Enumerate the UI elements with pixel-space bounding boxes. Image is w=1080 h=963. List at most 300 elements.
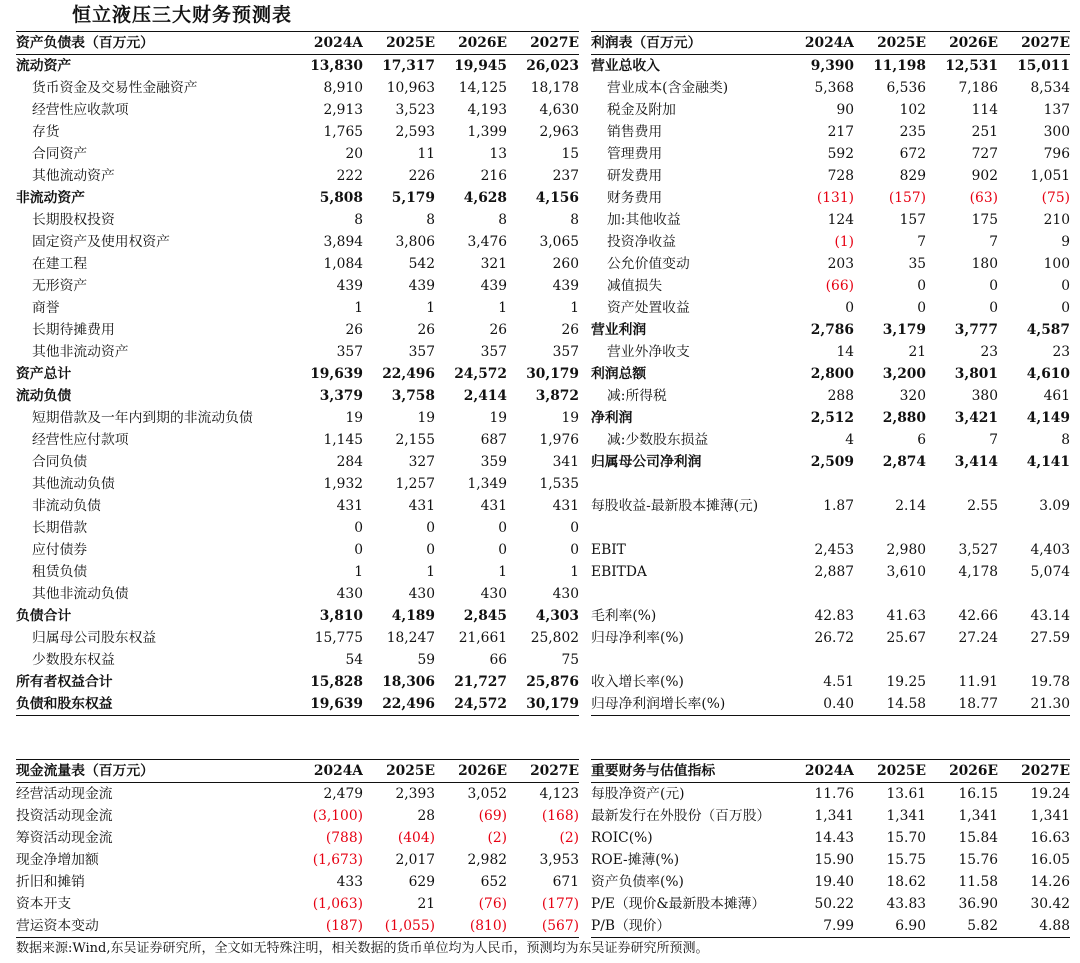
row-value: 3.09 [1039, 498, 1070, 514]
row-value: (75) [1041, 190, 1070, 206]
row-value: 284 [336, 454, 363, 470]
row-value: 1,051 [1030, 168, 1070, 184]
row-value [998, 473, 1070, 495]
table-row [591, 99, 1070, 121]
row-value: 23 [1052, 344, 1070, 360]
row-label: 非流动负债 [32, 498, 101, 514]
row-label: 营业利润 [591, 322, 647, 338]
row-value: 359 [480, 454, 507, 470]
row-value: 2.14 [895, 498, 926, 514]
table-row [16, 121, 579, 143]
table-row [591, 407, 1070, 429]
row-value: 260 [552, 256, 579, 272]
year-column-header: 2026E [926, 32, 998, 55]
row-value: 1 [570, 300, 579, 316]
cash-flow-table [16, 759, 579, 938]
row-label: 折旧和摊销 [16, 874, 85, 890]
row-value: 1,341 [1030, 808, 1070, 824]
row-label: 营运资本变动 [16, 915, 291, 938]
row-value: 2,593 [395, 124, 435, 140]
row-label: 每股净资产(元) [591, 786, 685, 802]
row-value: 0 [917, 278, 926, 294]
row-value: 175 [971, 212, 998, 228]
row-value: 25,876 [526, 674, 579, 690]
table-row [16, 495, 579, 517]
table-header-title: 重要财务与估值指标 [591, 760, 782, 783]
table-row [591, 893, 1070, 915]
row-value: (2) [559, 830, 579, 846]
row-label: 短期借款及一年内到期的非流动负债 [32, 410, 253, 426]
table-row [591, 385, 1070, 407]
row-value: 26,023 [526, 58, 579, 74]
row-value: 3,894 [323, 234, 363, 250]
row-label: 销售费用 [607, 124, 663, 140]
row-value: 43.14 [1030, 608, 1070, 624]
row-value: 4,178 [958, 564, 998, 580]
row-value: 235 [899, 124, 926, 140]
table-row [591, 473, 1070, 495]
table-row [591, 231, 1070, 253]
row-value: (157) [888, 190, 926, 206]
table-row [591, 649, 1070, 671]
row-value: 21.30 [998, 693, 1070, 716]
table-row [16, 275, 579, 297]
row-value: 42.83 [814, 608, 854, 624]
row-value: 357 [408, 344, 435, 360]
year-column-header: 2025E [363, 760, 435, 783]
row-value: 26.72 [814, 630, 854, 646]
row-value: 15.90 [814, 852, 854, 868]
row-value: 3,953 [539, 852, 579, 868]
row-value: 19 [489, 410, 507, 426]
row-value: 829 [899, 168, 926, 184]
table-row [591, 209, 1070, 231]
row-label: 归母净利率(%) [591, 630, 684, 646]
row-value: 210 [1043, 212, 1070, 228]
row-value: 54 [345, 652, 363, 668]
row-label: 税金及附加 [607, 102, 676, 118]
row-value: 35 [908, 256, 926, 272]
row-value: 19.25 [886, 674, 926, 690]
row-value: 14.26 [1030, 874, 1070, 890]
row-value [782, 649, 854, 671]
row-value: 14 [836, 344, 854, 360]
row-value: 2,874 [882, 454, 926, 470]
row-value: (3,100) [312, 808, 363, 824]
row-value: 439 [336, 278, 363, 294]
row-value: 90 [836, 102, 854, 118]
row-value: 15 [561, 146, 579, 162]
row-label: 经营性应付款项 [32, 432, 129, 448]
row-label: 资产处置收益 [607, 300, 690, 316]
row-label: 净利润 [591, 410, 633, 426]
table-row [16, 693, 579, 716]
row-value: 8,910 [323, 80, 363, 96]
row-value: 24,572 [435, 693, 507, 716]
row-value [926, 649, 998, 671]
row-label: 管理费用 [607, 146, 663, 162]
table-row [591, 583, 1070, 605]
row-value: (76) [478, 896, 507, 912]
table-row [591, 915, 1070, 938]
row-value: 13 [489, 146, 507, 162]
row-label: ROIC(%) [591, 830, 653, 846]
table-row [16, 363, 579, 385]
row-value: 3,806 [395, 234, 435, 250]
row-value [782, 583, 854, 605]
row-value: 3,527 [958, 542, 998, 558]
row-value: 1 [498, 564, 507, 580]
row-value: 2,414 [463, 388, 507, 404]
row-value: 30.42 [1030, 896, 1070, 912]
row-value: 59 [417, 652, 435, 668]
row-value: 3,801 [954, 366, 998, 382]
table-row [16, 385, 579, 407]
row-value: 4,189 [391, 608, 435, 624]
row-value: 4,628 [463, 190, 507, 206]
row-label: 其他流动负债 [32, 476, 115, 492]
row-value: 0.40 [782, 693, 854, 716]
row-value: (404) [397, 830, 435, 846]
row-value: 14,125 [458, 80, 507, 96]
row-value: 2,982 [467, 852, 507, 868]
row-label: 负债合计 [16, 608, 72, 624]
row-label: 负债和股东权益 [16, 693, 291, 716]
row-label: 无形资产 [32, 278, 88, 294]
row-label: 经营性应收款项 [32, 102, 129, 118]
table-row [591, 827, 1070, 849]
row-value: 3,758 [391, 388, 435, 404]
row-value: 19 [345, 410, 363, 426]
row-value: 2,845 [463, 608, 507, 624]
table-row [591, 561, 1070, 583]
row-value: 137 [1043, 102, 1070, 118]
row-value [998, 583, 1070, 605]
row-value: 1 [354, 300, 363, 316]
row-value: 1 [354, 564, 363, 580]
row-value: 4 [845, 432, 854, 448]
table-row [16, 231, 579, 253]
row-value: 430 [408, 586, 435, 602]
row-label: 合同负债 [32, 454, 88, 470]
row-value: 431 [480, 498, 507, 514]
row-value: 3,200 [882, 366, 926, 382]
row-value: 19 [561, 410, 579, 426]
row-value: 26 [561, 322, 579, 338]
row-value: 15,011 [1017, 58, 1070, 74]
row-value: 21 [908, 344, 926, 360]
row-label: 加:其他收益 [607, 212, 681, 228]
row-value: 0 [354, 520, 363, 536]
row-label: 少数股东权益 [32, 652, 115, 668]
row-value: 7 [917, 234, 926, 250]
row-value: 4,303 [535, 608, 579, 624]
year-column-header: 2024A [291, 32, 363, 55]
row-value: (1,673) [312, 852, 363, 868]
year-column-header: 2025E [854, 760, 926, 783]
row-value: 327 [408, 454, 435, 470]
row-label: P/E（现价&最新股本摊薄） [591, 896, 766, 912]
row-value: 902 [971, 168, 998, 184]
row-value: 2.55 [967, 498, 998, 514]
row-value: 0 [989, 300, 998, 316]
row-label: 利润总额 [591, 366, 647, 382]
row-value: 2,017 [395, 852, 435, 868]
row-value: 0 [570, 542, 579, 558]
row-value: 320 [899, 388, 926, 404]
table-row [591, 319, 1070, 341]
row-value: 4,149 [1026, 410, 1070, 426]
row-value: 4.88 [998, 915, 1070, 938]
row-value: 3,523 [395, 102, 435, 118]
balance-sheet-table [16, 31, 579, 716]
year-column-header: 2024A [291, 760, 363, 783]
row-label: 公允价值变动 [607, 256, 690, 272]
row-value: 380 [971, 388, 998, 404]
year-column-header: 2024A [782, 760, 854, 783]
row-value: 431 [408, 498, 435, 514]
row-value [926, 473, 998, 495]
row-value: 1,257 [395, 476, 435, 492]
row-value: 15,828 [310, 674, 363, 690]
row-value: 19.40 [814, 874, 854, 890]
table-row [16, 451, 579, 473]
table-row [16, 915, 579, 938]
row-value: 0 [1061, 278, 1070, 294]
row-label: 存货 [32, 124, 60, 140]
row-value: 114 [971, 102, 998, 118]
row-value: 4,156 [535, 190, 579, 206]
row-value: 2,155 [395, 432, 435, 448]
row-label: 研发费用 [607, 168, 663, 184]
row-label: ROE-摊薄(%) [591, 852, 680, 868]
year-column-header: 2027E [507, 760, 579, 783]
table-header-title: 利润表（百万元） [591, 32, 782, 55]
row-value: 66 [489, 652, 507, 668]
row-value: 439 [408, 278, 435, 294]
table-row [591, 429, 1070, 451]
table-row [591, 55, 1070, 78]
row-value: 124 [827, 212, 854, 228]
row-value: 1,341 [814, 808, 854, 824]
row-value: 4,141 [1026, 454, 1070, 470]
row-value: (66) [825, 278, 854, 294]
row-value: 180 [971, 256, 998, 272]
row-value: 21,727 [454, 674, 507, 690]
table-header-title: 现金流量表（百万元） [16, 760, 291, 783]
row-value [926, 517, 998, 539]
row-label: 减值损失 [607, 278, 663, 294]
row-value: 4,123 [539, 786, 579, 802]
table-row [16, 561, 579, 583]
table-row [591, 693, 1070, 716]
row-value: 11 [417, 146, 435, 162]
row-value: 357 [336, 344, 363, 360]
row-value: 542 [408, 256, 435, 272]
row-value: 15.75 [886, 852, 926, 868]
table-row [591, 539, 1070, 561]
row-value [998, 517, 1070, 539]
row-value: 226 [408, 168, 435, 184]
row-value: 36.90 [958, 896, 998, 912]
row-value: 26 [417, 322, 435, 338]
table-row [16, 297, 579, 319]
row-value: 4,610 [1026, 366, 1070, 382]
table-row [16, 165, 579, 187]
row-label: 营业成本(含金融类) [607, 80, 729, 96]
row-value: 3,476 [467, 234, 507, 250]
row-value: 5,074 [1030, 564, 1070, 580]
row-value [782, 517, 854, 539]
row-value: 8,534 [1030, 80, 1070, 96]
row-label: 最新发行在外股份（百万股） [591, 808, 771, 824]
row-value: (187) [291, 915, 363, 938]
row-value [926, 583, 998, 605]
table-row [16, 517, 579, 539]
row-label: 营业总收入 [591, 58, 660, 74]
row-label: 资产负债率(%) [591, 874, 684, 890]
row-label: EBIT [591, 542, 626, 558]
row-value: 592 [827, 146, 854, 162]
year-column-header: 2027E [998, 760, 1070, 783]
row-value: (177) [541, 896, 579, 912]
row-label: 收入增长率(%) [591, 674, 684, 690]
row-value: 22,496 [382, 366, 435, 382]
row-value: 439 [552, 278, 579, 294]
row-value: 1,765 [323, 124, 363, 140]
table-row [16, 671, 579, 693]
row-value: 15.70 [886, 830, 926, 846]
row-label [591, 583, 782, 605]
row-value [998, 649, 1070, 671]
table-row [16, 893, 579, 915]
row-value: 21 [417, 896, 435, 912]
table-row [591, 805, 1070, 827]
row-label: 商誉 [32, 300, 60, 316]
row-value: 0 [354, 542, 363, 558]
row-value: 19,639 [310, 366, 363, 382]
row-value: 18.62 [886, 874, 926, 890]
row-value: 1 [570, 564, 579, 580]
row-value: 2,509 [810, 454, 854, 470]
row-value: 727 [971, 146, 998, 162]
row-value: 18,306 [382, 674, 435, 690]
row-value: 430 [480, 586, 507, 602]
row-value: (1) [834, 234, 854, 250]
row-value: 431 [336, 498, 363, 514]
row-value: 3,179 [882, 322, 926, 338]
table-row [16, 209, 579, 231]
row-value: 0 [426, 542, 435, 558]
row-label: 其他非流动负债 [32, 586, 129, 602]
table-row [591, 605, 1070, 627]
row-value: 1,084 [323, 256, 363, 272]
row-value: (1,063) [312, 896, 363, 912]
row-label: EBITDA [591, 564, 647, 580]
table-row [591, 165, 1070, 187]
row-value: 19,639 [291, 693, 363, 716]
row-value: 19.24 [1030, 786, 1070, 802]
row-value: 5,808 [319, 190, 363, 206]
table-row [591, 341, 1070, 363]
row-value: 2,453 [814, 542, 854, 558]
row-label: 非流动资产 [16, 190, 85, 206]
row-label [591, 649, 782, 671]
row-value: 1,399 [467, 124, 507, 140]
table-row [16, 605, 579, 627]
row-label: 投资净收益 [607, 234, 676, 250]
row-label: 其他非流动资产 [32, 344, 129, 360]
row-value: 43.83 [886, 896, 926, 912]
table-row [591, 187, 1070, 209]
row-value: 27.59 [1030, 630, 1070, 646]
row-value: 4,403 [1030, 542, 1070, 558]
row-label: 所有者权益合计 [16, 674, 113, 690]
income-statement-table [591, 31, 1070, 716]
row-value: (63) [969, 190, 998, 206]
row-value: 1,145 [323, 432, 363, 448]
row-value: 5,179 [391, 190, 435, 206]
row-label: 毛利率(%) [591, 608, 657, 624]
row-value: 3,810 [319, 608, 363, 624]
row-label: 流动负债 [16, 388, 72, 404]
row-value [854, 517, 926, 539]
row-value: 2,512 [810, 410, 854, 426]
table-row [16, 407, 579, 429]
row-label [591, 473, 782, 495]
row-value: 3,777 [954, 322, 998, 338]
row-value: 217 [827, 124, 854, 140]
row-value: 4,587 [1026, 322, 1070, 338]
row-value: 3,379 [319, 388, 363, 404]
row-value: 16.05 [1030, 852, 1070, 868]
row-value: 652 [480, 874, 507, 890]
row-label: 现金净增加额 [16, 852, 99, 868]
table-row [16, 539, 579, 561]
row-value: 2,479 [323, 786, 363, 802]
row-value: 25.67 [886, 630, 926, 646]
row-value: 1,349 [467, 476, 507, 492]
year-column-header: 2024A [782, 32, 854, 55]
row-value: 433 [336, 874, 363, 890]
table-row [16, 253, 579, 275]
row-value: 8 [498, 212, 507, 228]
table-row [16, 649, 579, 671]
row-value: 3,421 [954, 410, 998, 426]
table-row [16, 341, 579, 363]
row-value: 430 [336, 586, 363, 602]
row-value [782, 473, 854, 495]
row-value: 12,531 [945, 58, 998, 74]
table-row [16, 871, 579, 893]
row-value: (1,055) [363, 915, 435, 938]
row-value: 30,179 [507, 693, 579, 716]
row-value: 341 [552, 454, 579, 470]
row-value: 251 [971, 124, 998, 140]
table-row [16, 429, 579, 451]
table-row [16, 805, 579, 827]
table-row [16, 319, 579, 341]
row-label: P/B（现价） [591, 915, 782, 938]
row-label: 固定资产及使用权资产 [32, 234, 170, 250]
row-value: 6 [917, 432, 926, 448]
row-label: 减:少数股东损益 [607, 432, 709, 448]
row-value: 8 [426, 212, 435, 228]
table-header-title: 资产负债表（百万元） [16, 32, 291, 55]
row-value: (567) [507, 915, 579, 938]
row-value: 22,496 [363, 693, 435, 716]
row-value: 2,800 [810, 366, 854, 382]
